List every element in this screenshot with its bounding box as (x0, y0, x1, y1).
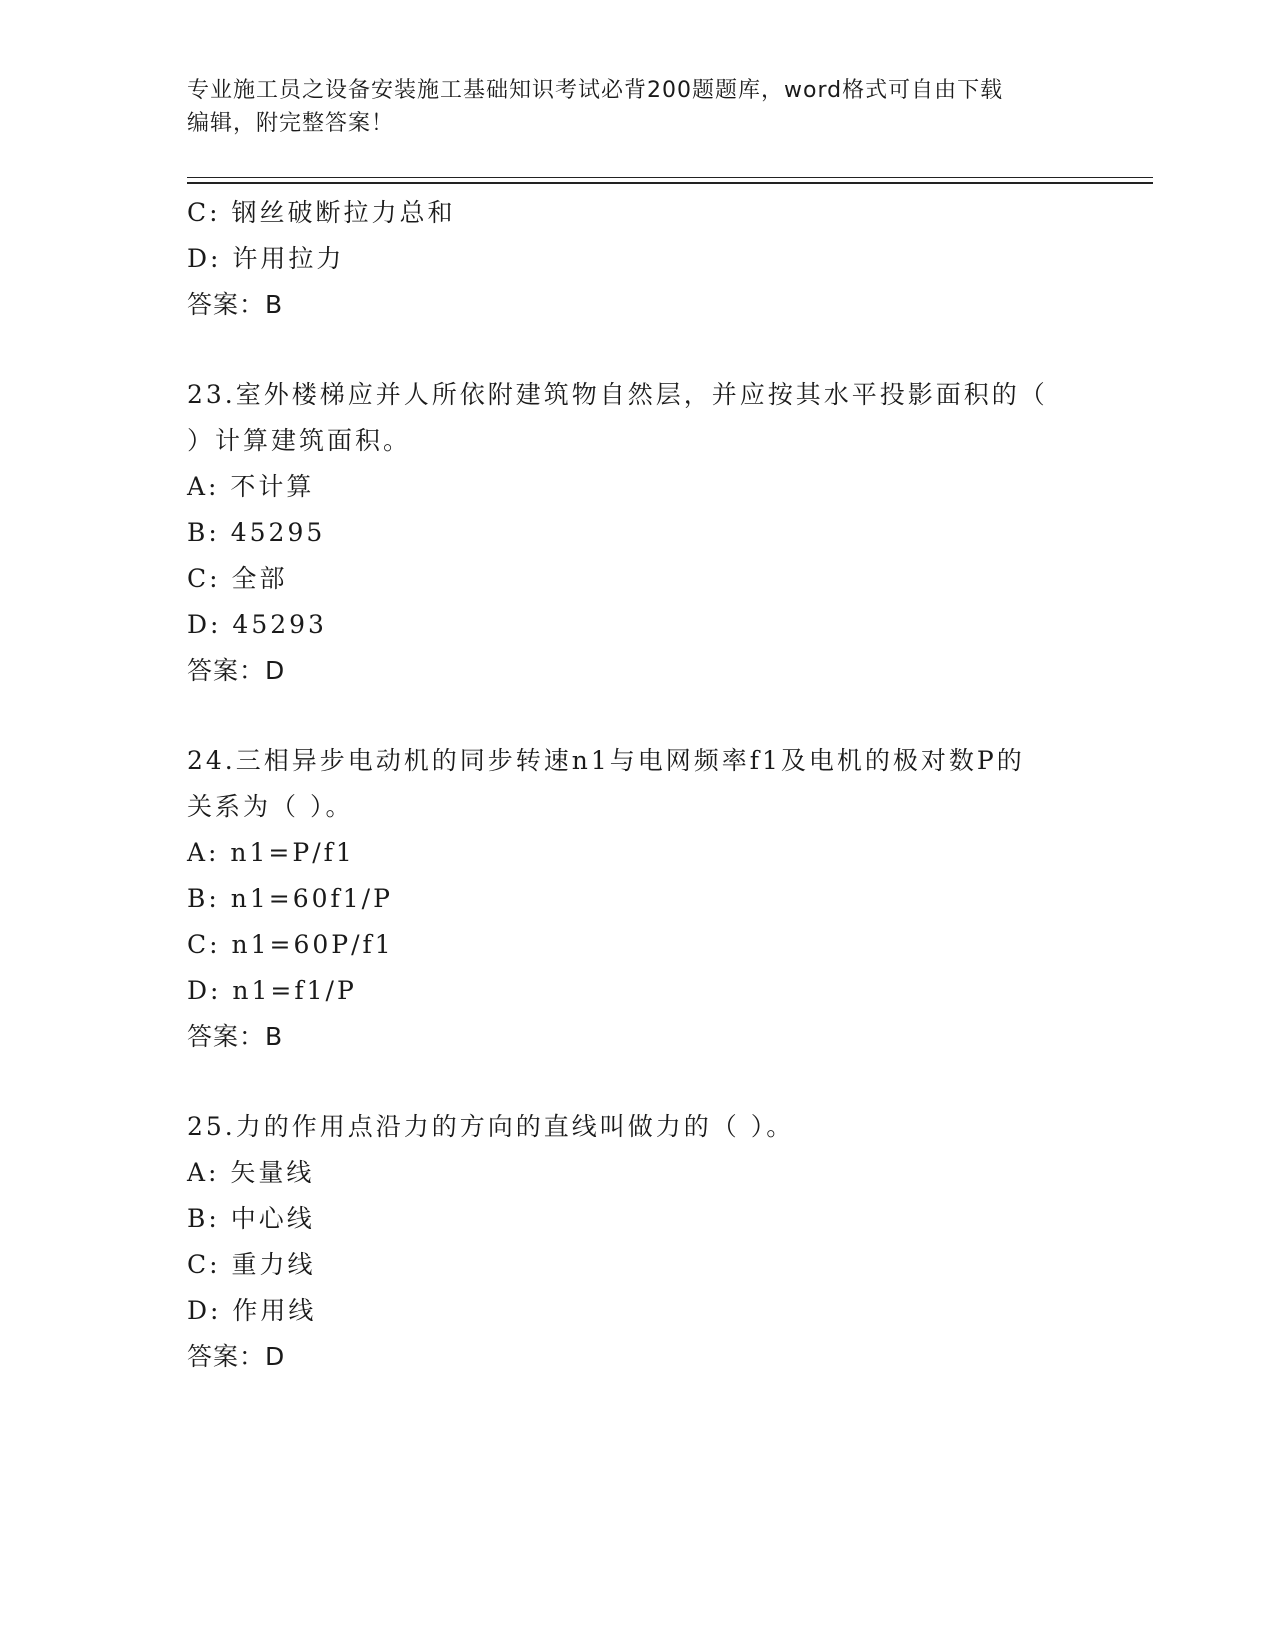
document-header (187, 74, 1087, 140)
header-divider-thin (187, 177, 1153, 178)
option-d: D: n1=f1/P (187, 976, 357, 1005)
question-23 (187, 372, 1087, 694)
option-a: A: 矢量线 (187, 1158, 315, 1187)
question-stem-line-1: 23.室外楼梯应并人所依附建筑物自然层，并应按其水平投影面积的（ (187, 380, 1048, 409)
question-24 (187, 738, 1087, 1060)
spacer (187, 694, 1087, 738)
option-d: D: 许用拉力 (187, 244, 345, 273)
question-25 (187, 1104, 1087, 1380)
option-d: D: 作用线 (187, 1296, 317, 1325)
option-a: A: n1=P/f1 (187, 838, 355, 867)
document-body (187, 190, 1087, 1380)
option-c: C: 钢丝破断拉力总和 (187, 198, 456, 227)
option-b: B: n1=60f1/P (187, 884, 393, 913)
spacer (187, 1060, 1087, 1104)
option-c: C: 全部 (187, 564, 288, 593)
answer-line: 答案：B (187, 1022, 284, 1051)
question-stem-line-1: 25.力的作用点沿力的方向的直线叫做力的（ ）。 (187, 1112, 795, 1141)
question-stem-line-1: 24.三相异步电动机的同步转速n1与电网频率f1及电机的极对数P的 (187, 746, 1025, 775)
question-stem-line-2: ）计算建筑面积。 (187, 426, 412, 455)
question-22-continued (187, 190, 1087, 328)
header-divider-thick (187, 182, 1153, 184)
question-stem-line-2: 关系为（ ）。 (187, 792, 354, 821)
option-b: B: 中心线 (187, 1204, 315, 1233)
option-c: C: 重力线 (187, 1250, 316, 1279)
option-c: C: n1=60P/f1 (187, 930, 394, 959)
header-title-line-1: 专业施工员之设备安装施工基础知识考试必背200题题库，word格式可自由下载 (187, 78, 1004, 103)
option-d: D: 45293 (187, 610, 327, 639)
answer-line: 答案：D (187, 1342, 286, 1371)
header-title-line-2: 编辑，附完整答案！ (187, 111, 395, 136)
option-a: A: 不计算 (187, 472, 315, 501)
option-b: B: 45295 (187, 518, 326, 547)
spacer (187, 328, 1087, 372)
answer-line: 答案：B (187, 290, 284, 319)
answer-line: 答案：D (187, 656, 286, 685)
